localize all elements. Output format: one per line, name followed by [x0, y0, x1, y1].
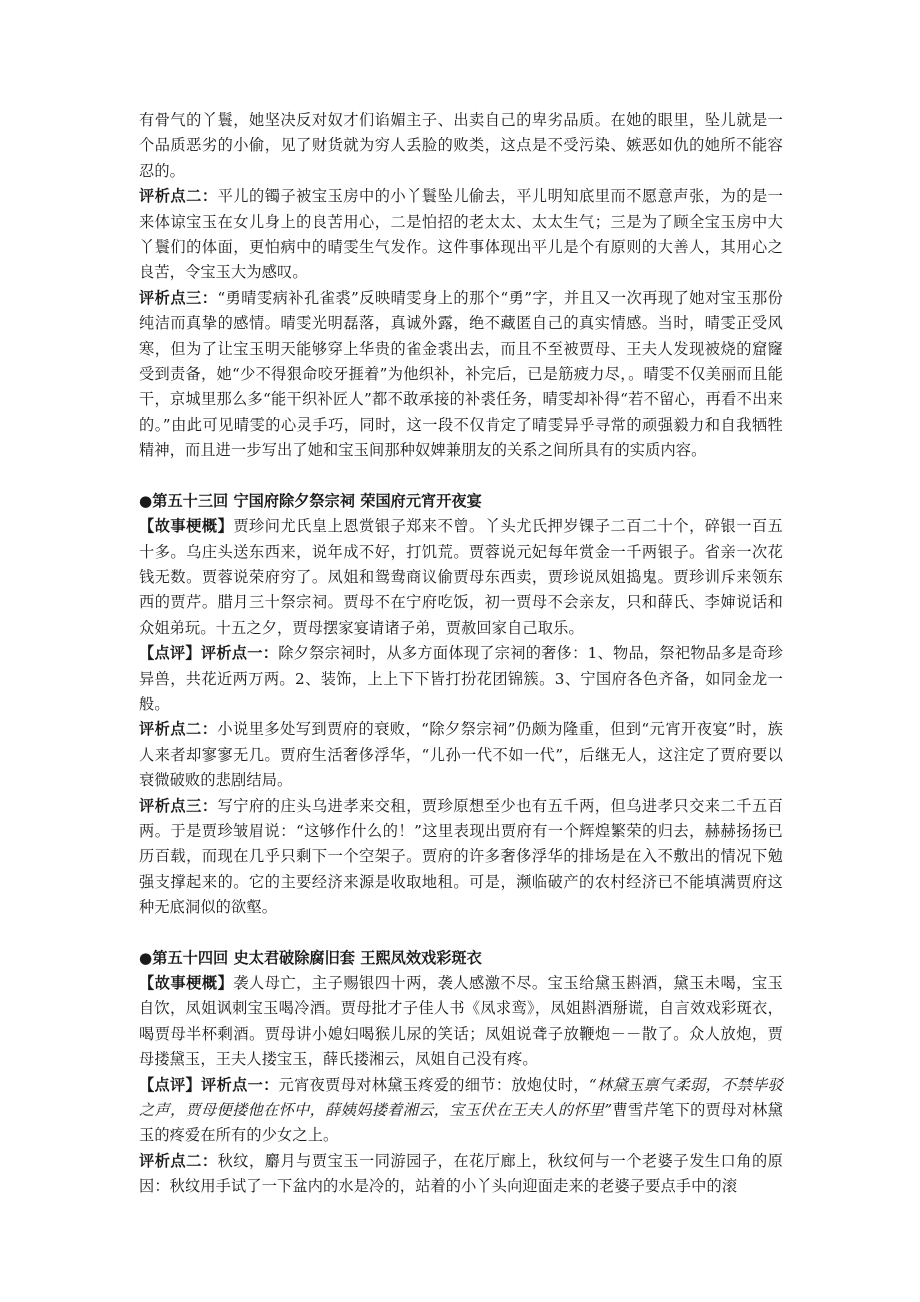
review-text: 元宵夜贾母对林黛玉疼爱的细节：放炮仗时，: [278, 1075, 589, 1094]
review-point-three: [139, 286, 783, 464]
chapter-53-review-three: [139, 794, 783, 921]
review-text: “勇晴雯病补孔雀裘”反映晴雯身上的那个“勇”字，并且又一次再现了她对宝玉那份纯洁而真挚的感情。晴雯光明磊落，真诚外露，绝不藏匿自己的真实情感。当时，晴雯正受风寒，但为了让宝玉明天能够穿上华贵的雀金裘出去，而且不至被贾母、王夫人发现被烧的窟窿受到责备，她“少不得狠命咬牙捱着”为他织补，补完后，已是筋疲力尽，。晴雯不仅美丽而且能干，京城里那么多“能干织补匠人”都不敢承接的补裘任务，晴雯却补得“若不留心，再看不出来的。”由此可见晴雯的心灵手巧，同时，这一段不仅肯定了晴雯异乎寻常的顽强毅力和自我牺牲精神，而且进一步写出了她和宝玉间那种奴婢兼朋友的关系之间所具有的实质内容。: [139, 288, 783, 460]
chapter-53-title: ●第五十三回 宁国府除夕祭宗祠 荣国府元宵开夜宴: [139, 491, 482, 510]
intro-paragraph: 有骨气的丫鬟，她坚决反对奴才们谄媚主子、出卖自己的卑劣品质。在她的眼里，坠儿就是一个品质恶劣的小偷，见了财货就为穷人丢脸的败类，这点是不受污染、嫉恶如仇的她所不能容忍的。: [139, 111, 783, 180]
review-label: 评析点二：: [139, 187, 218, 206]
chapter-54-review-two: [139, 1149, 783, 1200]
chapter-54-story: [139, 971, 783, 1073]
story-text: 贾珍问尤氏皇上恩赏银子郑来不曾。丫头尤氏押岁锞子二百二十个，碎银一百五十多。乌庄头送东西来，说年成不好，打饥荒。贾蓉说元妃每年赏金一千两银子。省亲一次花钱无数。贾蓉说荣府穷了。凤姐和鸳鸯商议偷贾母东西卖，贾珍说凤姐捣鬼。贾珍训斥来领东西的贾芹。腊月三十祭宗祠。贾母不在宁府吃饭，初一贾母不会亲友，只和薛氏、李婶说话和众姐弟玩。十五之夕，贾母摆家宴请诸子弟，贾赦回家自己取乐。: [139, 517, 784, 637]
chapter-53-story: [139, 514, 783, 641]
chapter-54-title: ●第五十四回 史太君破除腐旧套 王熙凤效戏彩斑衣: [139, 948, 482, 967]
review-label: 评析点二：: [139, 720, 218, 739]
story-label: 【故事梗概】: [139, 974, 234, 992]
review-label: 评析点三：: [139, 796, 218, 815]
review-text: 写宁府的庄头乌进孝来交租，贾珍原想至少也有五千两，但乌进孝只交来二千五百两。于是贾珍皱眉说：“这够作什么的！”这里表现出贾府有一个辉煌繁荣的归去，赫赫扬扬已历百载，而现在几乎只剩下一个空架子。贾府的许多奢侈浮华的排场是在入不敷出的情况下勉强支撑起来的。它的主要经济来源是收取地租。可是，濒临破产的农村经济已不能填满贾府这种无底洞似的欲壑。: [139, 796, 784, 917]
review-label: 评析点二：: [139, 1151, 218, 1170]
review-label: 【点评】评析点一：: [139, 1075, 279, 1094]
spacer: [139, 464, 783, 489]
story-text: 袭人母亡，主子赐银四十两，袭人感激不尽。宝玉给黛玉斟酒，黛玉未喝，宝玉自饮，凤姐讽刺宝玉喝冷酒。贾母批才子佳人书《凤求鸾》，凤姐斟酒掰谎，自言效戏彩斑衣，喝贾母半杯剩酒。贾母讲小媳妇喝猴儿尿的笑话；凤姐说聋子放鞭炮－－散了。众人放炮，贾母搂黛玉，王夫人搂宝玉，薛氏搂湘云，凤姐自己没有疼。: [139, 974, 784, 1069]
spacer: [139, 921, 783, 946]
chapter-54-review-one: [139, 1073, 783, 1149]
review-point-two: [139, 184, 783, 286]
review-text: 除夕祭宗祠时，从多方面体现了宗祠的奢侈：1、物品，祭祀物品多是奇珍异兽，共花近两万两。2、装饰，上上下下皆打扮花团锦簇。3、宁国府各色齐备，如同金龙一般。: [139, 644, 783, 713]
story-label: 【故事梗概】: [139, 517, 234, 536]
review-text: 小说里多处写到贾府的衰败，“除夕祭宗祠”仍颇为隆重，但到“元宵开夜宴”时，族人来者却寥寥无几。贾府生活奢侈浮华，“儿孙一代不如一代”，后继无人，这注定了贾府要以衰微破败的悲剧结局。: [139, 720, 783, 790]
review-text: 秋纹，麝月与贾宝玉一同游园子，在花厅廊上，秋纹何与一个老婆子发生口角的原因：秋纹用手试了一下盆内的水是冷的，站着的小丫头向迎面走来的老婆子要点手中的滚: [139, 1151, 784, 1196]
review-text: 平儿的镯子被宝玉房中的小丫鬟坠儿偷去，平儿明知底里而不愿意声张，为的是一来体谅宝玉在女儿身上的良苦用心，二是怕招的老太太、太太生气；三是为了顾全宝玉房中大丫鬟们的体面，更怕病中的晴雯生气发作。这件事体现出平儿是个有原则的大善人，其用心之良苦，令宝玉大为感叹。: [139, 187, 784, 282]
chapter-53-review-one: [139, 641, 783, 717]
chapter-53-review-two: [139, 717, 783, 793]
review-label: 评析点三：: [139, 288, 218, 307]
review-text: 曹雪芹笔下的贾母对林黛玉的疼爱在所有的少女之上。: [139, 1101, 783, 1145]
review-quote: “林黛玉禀气柔弱，不禁毕驳之声，贾母便搂他在怀中，薛姨妈搂着湘云，宝玉伏在王夫人的怀里”: [139, 1075, 784, 1120]
document-page: [139, 108, 783, 1200]
review-label: 【点评】评析点一：: [139, 644, 279, 663]
